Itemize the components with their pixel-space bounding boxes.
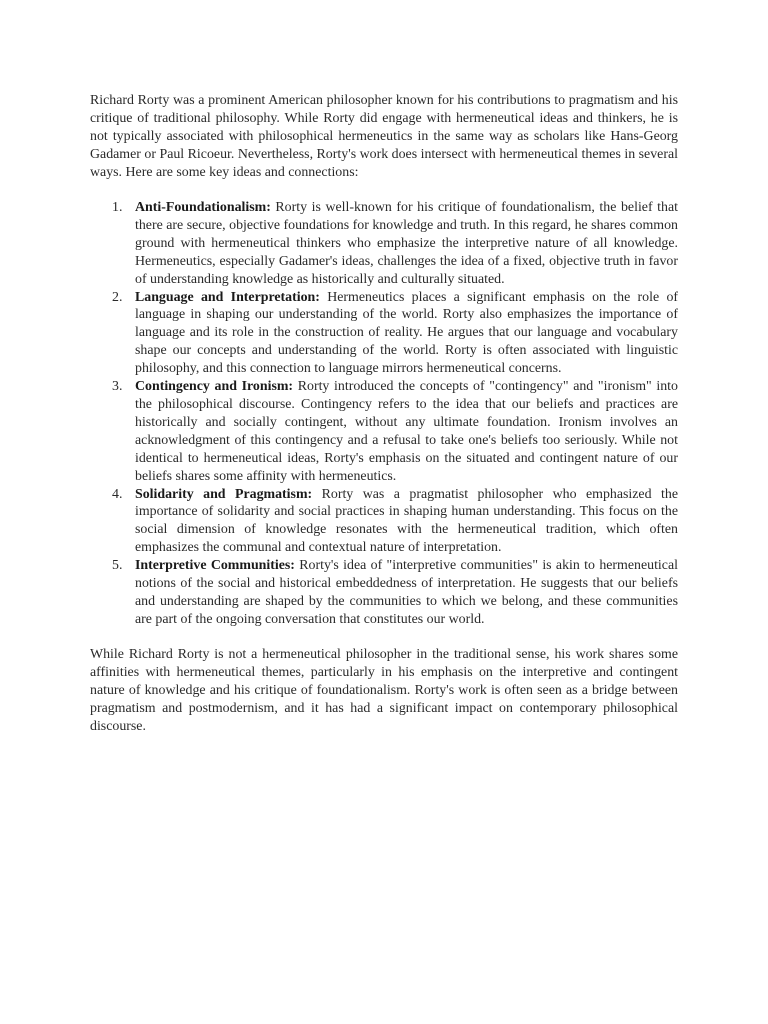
list-item <box>90 199 678 289</box>
list-item-text: Rorty introduced the concepts of "contingency" and "ironism" into the philosophical discourse. Contingency refers to the idea that our beliefs and practices are historically and socially contingent, without any ultimate foundation. Ironism involves an acknowledgment of this contingency and a refusal to take one's beliefs too seriously. While not identical to hermeneutical ideas, Rorty's emphasis on the situated and contingent nature of our beliefs shares some affinity with hermeneutics. <box>135 379 678 484</box>
list-item-text: Hermeneutics places a significant emphasis on the role of language in shaping our understanding of the world. Rorty also emphasizes the importance of language and its role in the construction of reality. He argues that our language and vocabulary shape our concepts and understanding of the world. Rorty is often associated with linguistic philosophy, and this connection to language mirrors hermeneutical concerns. <box>135 289 679 377</box>
conclusion-paragraph: While Richard Rorty is not a hermeneutical philosopher in the traditional sense, his work shares some affinities with hermeneutical themes, particularly in his emphasis on the interpretive and contingent nature of knowledge and his critique of foundationalism. Rorty's work is often seen as a bridge between pragmatism and postmodernism, and it has had a significant impact on contemporary philosophical discourse. <box>90 647 678 734</box>
list-item-text: Rorty's idea of "interpretive communities" is akin to hermeneutical notions of the social and historical embeddedness of interpretation. He suggests that our beliefs and understanding are shaped by the communities to which we belong, and these communities are part of the ongoing conversation that constitutes our world. <box>135 558 678 627</box>
list-item-number: 5. <box>112 558 123 574</box>
list-item-term: Interpretive Communities: <box>135 558 295 574</box>
list-item-term: Solidarity and Pragmatism: <box>135 486 313 502</box>
list-item <box>90 289 678 379</box>
list-item-text: Rorty is well-known for his critique of foundationalism, the belief that there are secure, objective foundations for knowledge and truth. In this regard, he shares common ground with hermeneutical thinkers who emphasize the interpretive nature of all knowledge. Hermeneutics, especially Gadamer's ideas, challenges the idea of a fixed, objective truth in favor of understanding knowledge as historically and culturally situated. <box>135 200 678 287</box>
key-ideas-list <box>90 199 678 629</box>
list-item-term: Contingency and Ironism: <box>135 379 294 395</box>
intro-paragraph: Richard Rorty was a prominent American philosopher known for his contributions to pragmatism and his critique of traditional philosophy. While Rorty did engage with hermeneutical ideas and thinkers, he is not typically associated with philosophical hermeneutics in the same way as scholars like Hans-Georg Gadamer or Paul Ricoeur. Nevertheless, Rorty's work does intersect with hermeneutical themes in several ways. Here are some key ideas and connections: <box>90 93 678 180</box>
list-item-number: 2. <box>112 289 123 305</box>
list-item <box>90 557 678 629</box>
document-page <box>90 92 678 736</box>
list-item-number: 4. <box>112 486 123 502</box>
list-item-number: 1. <box>112 200 123 216</box>
list-item-text: Rorty was a pragmatist philosopher who emphasized the importance of solidarity and social practices in shaping human understanding. This focus on the social dimension of knowledge resonates with the hermeneutical tradition, which often emphasizes the communal and contextual nature of interpretation. <box>135 486 678 556</box>
list-item-term: Language and Interpretation: <box>135 289 320 305</box>
list-item <box>90 378 678 485</box>
list-item <box>90 486 678 558</box>
list-item-number: 3. <box>112 379 123 395</box>
list-item-term: Anti-Foundationalism: <box>135 200 271 216</box>
